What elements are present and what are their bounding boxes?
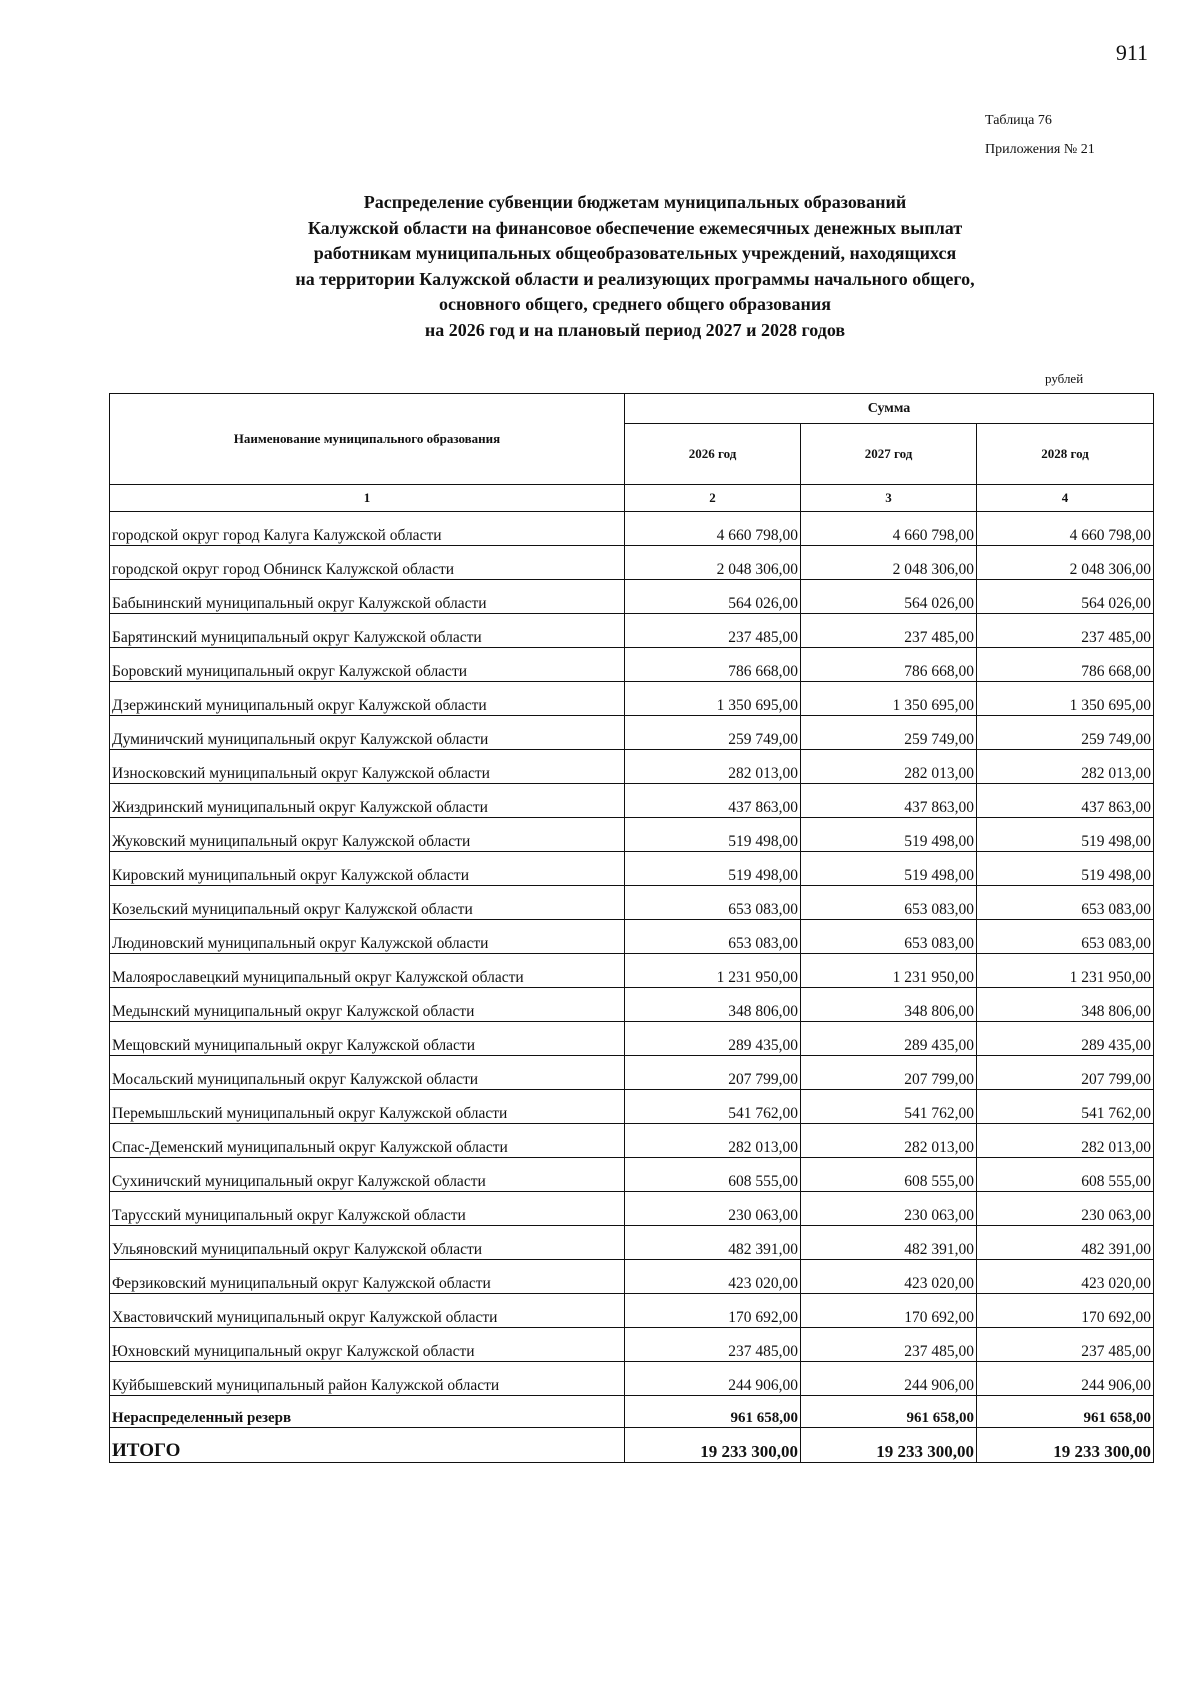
municipality-name: Ферзиковский муниципальный округ Калужской области: [110, 1260, 625, 1294]
table-row: [110, 1226, 1154, 1260]
amount-2028: 786 668,00: [977, 648, 1154, 682]
amount-2027: 437 863,00: [801, 784, 977, 818]
table-row: [110, 750, 1154, 784]
column-number: 1: [110, 485, 625, 512]
amount-2026: 170 692,00: [625, 1294, 801, 1328]
amount-2028: 653 083,00: [977, 886, 1154, 920]
municipality-name: Мосальский муниципальный округ Калужской области: [110, 1056, 625, 1090]
amount-2028: 519 498,00: [977, 852, 1154, 886]
table-row: [110, 1124, 1154, 1158]
table-row: [110, 784, 1154, 818]
amount-2026: 541 762,00: [625, 1090, 801, 1124]
amount-2027: 564 026,00: [801, 580, 977, 614]
header-year-2027: 2027 год: [801, 424, 977, 485]
amount-2026: 786 668,00: [625, 648, 801, 682]
title-line: на 2026 год и на плановый период 2027 и 2028 годов: [424, 319, 846, 340]
amount-2028: 564 026,00: [977, 580, 1154, 614]
header-year-2026: 2026 год: [625, 424, 801, 485]
table-row: [110, 920, 1154, 954]
municipality-name: Бабынинский муниципальный округ Калужской области: [110, 580, 625, 614]
table-row: [110, 886, 1154, 920]
amount-2027: 259 749,00: [801, 716, 977, 750]
amount-2026: 1 231 950,00: [625, 954, 801, 988]
table-row: [110, 580, 1154, 614]
total-2027: 19 233 300,00: [801, 1428, 977, 1463]
amount-2027: 282 013,00: [801, 750, 977, 784]
table-row: [110, 1260, 1154, 1294]
municipality-name: Малоярославецкий муниципальный округ Калужской области: [110, 954, 625, 988]
municipality-name: Тарусский муниципальный округ Калужской области: [110, 1192, 625, 1226]
amount-2027: 653 083,00: [801, 886, 977, 920]
table-row: [110, 1192, 1154, 1226]
municipality-name: Людиновский муниципальный округ Калужской области: [110, 920, 625, 954]
municipality-name: Юхновский муниципальный округ Калужской области: [110, 1328, 625, 1362]
amount-2026: 282 013,00: [625, 750, 801, 784]
amount-2028: 2 048 306,00: [977, 546, 1154, 580]
total-label: ИТОГО: [110, 1428, 625, 1463]
amount-2027: 237 485,00: [801, 614, 977, 648]
title-line: работникам муниципальных общеобразовательных учреждений, находящихся: [313, 243, 957, 263]
reserve-2027: 961 658,00: [801, 1396, 977, 1428]
amount-2026: 519 498,00: [625, 818, 801, 852]
amount-2026: 348 806,00: [625, 988, 801, 1022]
amount-2028: 259 749,00: [977, 716, 1154, 750]
municipality-name: Медынский муниципальный округ Калужской области: [110, 988, 625, 1022]
municipality-name: Жиздринский муниципальный округ Калужской области: [110, 784, 625, 818]
column-number: 3: [801, 485, 977, 512]
amount-2027: 4 660 798,00: [801, 512, 977, 546]
municipality-name: городской округ город Обнинск Калужской области: [110, 546, 625, 580]
amount-2028: 1 231 950,00: [977, 954, 1154, 988]
municipality-name: Спас-Деменский муниципальный округ Калужской области: [110, 1124, 625, 1158]
amount-2027: 348 806,00: [801, 988, 977, 1022]
reserve-label: Нераспределенный резерв: [110, 1396, 625, 1428]
amount-2027: 170 692,00: [801, 1294, 977, 1328]
amount-2028: 170 692,00: [977, 1294, 1154, 1328]
municipality-name: Барятинский муниципальный округ Калужской области: [110, 614, 625, 648]
page-number: 911: [1115, 40, 1148, 65]
header-municipality-name: Наименование муниципального образования: [110, 394, 625, 485]
units-label: рублей: [1045, 371, 1084, 386]
total-2026: 19 233 300,00: [625, 1428, 801, 1463]
reserve-row: [110, 1396, 1154, 1428]
total-row: [110, 1428, 1154, 1463]
total-2028: 19 233 300,00: [977, 1428, 1154, 1463]
header-year-2028: 2028 год: [977, 424, 1154, 485]
column-number: 4: [977, 485, 1154, 512]
amount-2028: 541 762,00: [977, 1090, 1154, 1124]
table-row: [110, 1022, 1154, 1056]
amount-2026: 244 906,00: [625, 1362, 801, 1396]
municipality-name: Козельский муниципальный округ Калужской области: [110, 886, 625, 920]
amount-2026: 564 026,00: [625, 580, 801, 614]
amount-2028: 348 806,00: [977, 988, 1154, 1022]
amount-2026: 230 063,00: [625, 1192, 801, 1226]
amount-2027: 482 391,00: [801, 1226, 977, 1260]
amount-2028: 423 020,00: [977, 1260, 1154, 1294]
amount-2028: 1 350 695,00: [977, 682, 1154, 716]
amount-2027: 230 063,00: [801, 1192, 977, 1226]
municipality-name: Дзержинский муниципальный округ Калужской области: [110, 682, 625, 716]
table-row: [110, 1056, 1154, 1090]
amount-2026: 289 435,00: [625, 1022, 801, 1056]
amount-2028: 282 013,00: [977, 750, 1154, 784]
appendix-reference: Приложения № 21: [985, 142, 1095, 157]
amount-2027: 519 498,00: [801, 852, 977, 886]
reserve-2028: 961 658,00: [977, 1396, 1154, 1428]
table-row: [110, 954, 1154, 988]
amount-2027: 2 048 306,00: [801, 546, 977, 580]
amount-2026: 608 555,00: [625, 1158, 801, 1192]
amount-2027: 423 020,00: [801, 1260, 977, 1294]
municipality-name: Кировский муниципальный округ Калужской области: [110, 852, 625, 886]
amount-2028: 282 013,00: [977, 1124, 1154, 1158]
municipality-name: Куйбышевский муниципальный район Калужской области: [110, 1362, 625, 1396]
municipality-name: Думиничский муниципальный округ Калужской области: [110, 716, 625, 750]
amount-2028: 244 906,00: [977, 1362, 1154, 1396]
table-row: [110, 648, 1154, 682]
title-line: на территории Калужской области и реализующих программы начального общего,: [295, 268, 975, 289]
amount-2028: 4 660 798,00: [977, 512, 1154, 546]
table-row: [110, 1362, 1154, 1396]
municipality-name: Сухиничский муниципальный округ Калужской области: [110, 1158, 625, 1192]
table-row: [110, 1294, 1154, 1328]
amount-2027: 608 555,00: [801, 1158, 977, 1192]
amount-2026: 482 391,00: [625, 1226, 801, 1260]
subsidy-distribution-table: [109, 393, 1154, 1463]
table-row: [110, 614, 1154, 648]
amount-2027: 653 083,00: [801, 920, 977, 954]
amount-2028: 437 863,00: [977, 784, 1154, 818]
table-row: [110, 716, 1154, 750]
title-line: основного общего, среднего общего образования: [439, 294, 831, 314]
table-reference: Таблица 76: [985, 113, 1052, 128]
amount-2028: 653 083,00: [977, 920, 1154, 954]
municipality-name: Ульяновский муниципальный округ Калужской области: [110, 1226, 625, 1260]
column-number: 2: [625, 485, 801, 512]
table-row: [110, 1158, 1154, 1192]
amount-2027: 1 350 695,00: [801, 682, 977, 716]
amount-2028: 289 435,00: [977, 1022, 1154, 1056]
amount-2027: 237 485,00: [801, 1328, 977, 1362]
header-sum: Сумма: [625, 394, 1154, 424]
amount-2026: 2 048 306,00: [625, 546, 801, 580]
amount-2026: 259 749,00: [625, 716, 801, 750]
table-row: [110, 1090, 1154, 1124]
municipality-name: Износковский муниципальный округ Калужской области: [110, 750, 625, 784]
amount-2026: 423 020,00: [625, 1260, 801, 1294]
document-title: [0, 190, 1200, 343]
amount-2028: 519 498,00: [977, 818, 1154, 852]
amount-2028: 482 391,00: [977, 1226, 1154, 1260]
amount-2027: 244 906,00: [801, 1362, 977, 1396]
amount-2027: 541 762,00: [801, 1090, 977, 1124]
amount-2026: 4 660 798,00: [625, 512, 801, 546]
municipality-name: Боровский муниципальный округ Калужской области: [110, 648, 625, 682]
amount-2027: 786 668,00: [801, 648, 977, 682]
amount-2028: 230 063,00: [977, 1192, 1154, 1226]
amount-2028: 207 799,00: [977, 1056, 1154, 1090]
table-row: [110, 512, 1154, 546]
title-line: Калужской области на финансовое обеспечение ежемесячных денежных выплат: [307, 217, 963, 238]
amount-2027: 1 231 950,00: [801, 954, 977, 988]
table-row: [110, 682, 1154, 716]
amount-2026: 653 083,00: [625, 886, 801, 920]
amount-2026: 237 485,00: [625, 1328, 801, 1362]
amount-2026: 653 083,00: [625, 920, 801, 954]
table-row: [110, 852, 1154, 886]
title-line: Распределение субвенции бюджетам муниципальных образований: [363, 192, 907, 212]
municipality-name: Жуковский муниципальный округ Калужской области: [110, 818, 625, 852]
amount-2026: 282 013,00: [625, 1124, 801, 1158]
amount-2026: 1 350 695,00: [625, 682, 801, 716]
amount-2026: 207 799,00: [625, 1056, 801, 1090]
amount-2027: 289 435,00: [801, 1022, 977, 1056]
amount-2028: 608 555,00: [977, 1158, 1154, 1192]
table-row: [110, 988, 1154, 1022]
table-row: [110, 818, 1154, 852]
municipality-name: Перемышльский муниципальный округ Калужской области: [110, 1090, 625, 1124]
amount-2026: 437 863,00: [625, 784, 801, 818]
table-row: [110, 546, 1154, 580]
municipality-name: Мещовский муниципальный округ Калужской области: [110, 1022, 625, 1056]
table-row: [110, 1328, 1154, 1362]
amount-2026: 519 498,00: [625, 852, 801, 886]
amount-2028: 237 485,00: [977, 1328, 1154, 1362]
municipality-name: городской округ город Калуга Калужской области: [110, 512, 625, 546]
municipality-name: Хвастовичский муниципальный округ Калужской области: [110, 1294, 625, 1328]
amount-2028: 237 485,00: [977, 614, 1154, 648]
reserve-2026: 961 658,00: [625, 1396, 801, 1428]
amount-2027: 282 013,00: [801, 1124, 977, 1158]
amount-2027: 519 498,00: [801, 818, 977, 852]
amount-2027: 207 799,00: [801, 1056, 977, 1090]
amount-2026: 237 485,00: [625, 614, 801, 648]
